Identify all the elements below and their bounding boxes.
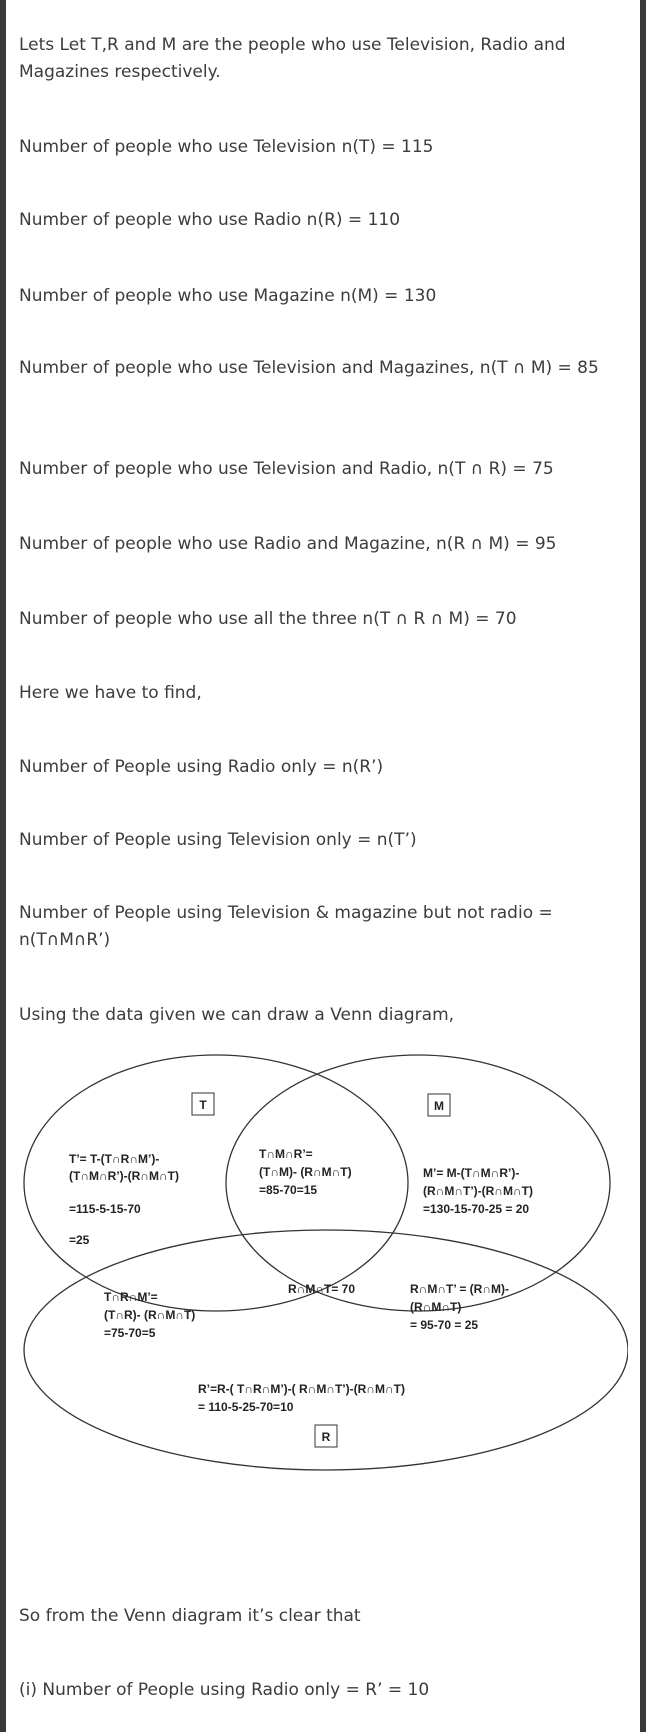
radio-count: Number of people who use Radio n(R) = 110 [19,210,401,230]
tv-magazine-only-line3: =85-70=15 [259,1183,318,1197]
magazine-only-line1: M’= M-(T∩M∩R’)- [423,1166,520,1180]
radio-magazine-only-line3: = 95-70 = 25 [410,1318,479,1332]
tv-magazine-not-radio-question: Number of People using Television & magazine but not radio = n(T∩M∩R’) [19,903,553,950]
television-count: Number of people who use Television n(T) = 115 [19,137,434,157]
all-three-region: R∩M∩T= 70 [288,1282,356,1296]
find-heading: Here we have to find, [19,683,202,703]
venn-intro: Using the data given we can draw a Venn diagram, [19,1005,455,1025]
television-only-line1: T’= T-(T∩R∩M’)- [69,1152,160,1166]
television-only-line4: =25 [69,1233,90,1247]
radio-only-question: Number of People using Radio only = n(R’) [19,757,384,777]
magazine-only-line2: (R∩M∩T’)-(R∩M∩T) [423,1184,533,1198]
magazine-label: M [434,1099,444,1113]
radio-only-answer: (i) Number of People using Radio only = R’ = 10 [19,1680,430,1700]
radio-magazine-only-line1: R∩M∩T’ = (R∩M)- [410,1282,509,1296]
television-label: T [199,1098,207,1112]
radio-only-line2: = 110-5-25-70=10 [198,1400,294,1414]
radio-magazine-only-line2: (R∩M∩T) [410,1300,462,1314]
intro-paragraph: Lets Let T,R and M are the people who use Television, Radio and Magazines respectively. [19,35,566,82]
television-radio-count: Number of people who use Television and Radio, n(T ∩ R) = 75 [19,459,554,479]
radio-magazine-count: Number of people who use Radio and Magazine, n(R ∩ M) = 95 [19,534,557,554]
tv-radio-only-line3: =75-70=5 [104,1326,156,1340]
answer-page [6,0,640,1732]
tv-magazine-only-line1: T∩M∩R’= [259,1147,313,1161]
venn-diagram [18,1050,628,1480]
television-only-line2: (T∩M∩R’)-(R∩M∩T) [69,1169,179,1183]
magazine-only-line3: =130-15-70-25 = 20 [423,1202,530,1216]
television-only-question: Number of People using Television only = n(T’) [19,830,417,850]
television-circle [24,1055,408,1311]
tv-radio-only-line1: T∩R∩M’= [104,1290,158,1304]
magazine-count: Number of people who use Magazine n(M) = 130 [19,286,437,306]
conclusion-intro: So from the Venn diagram it’s clear that [19,1606,361,1626]
all-three-count: Number of people who use all the three n(T ∩ R ∩ M) = 70 [19,609,517,629]
television-magazine-count: Number of people who use Television and Magazines, n(T ∩ M) = 85 [19,358,599,378]
tv-radio-only-line2: (T∩R)- (R∩M∩T) [104,1308,196,1322]
radio-only-line1: R’=R-( T∩R∩M’)-( R∩M∩T’)-(R∩M∩T) [198,1382,405,1396]
television-only-line3: =115-5-15-70 [69,1202,141,1216]
radio-label: R [321,1430,331,1444]
tv-magazine-only-line2: (T∩M)- (R∩M∩T) [259,1165,352,1179]
